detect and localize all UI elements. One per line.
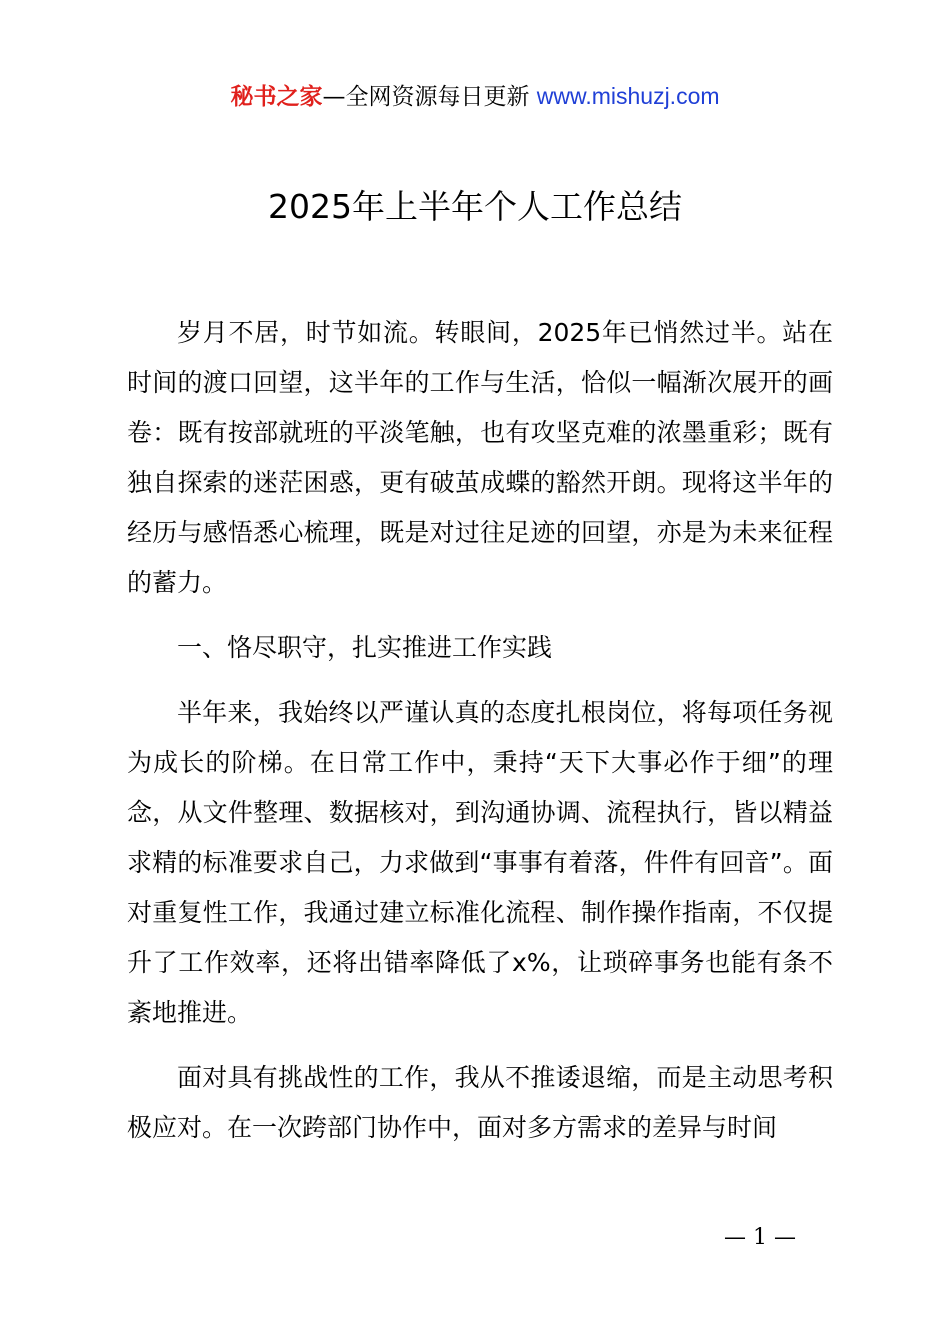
section-heading-1: 一、恪尽职守，扎实推进工作实践 bbox=[177, 633, 553, 662]
paragraph-intro: 岁月不居，时节如流。转眼间，2025年已悄然过半。站在时间的渡口回望，这半年的工作与生活，恰似一幅渐次展开的画卷：既有按部就班的平淡笔触，也有攻坚克难的浓墨重彩；既有独自探索的迷茫困惑，更有破茧成蝶的豁然开朗。现将这半年的经历与感悟悉心梳理，既是对过往足迹的回望，亦是为未来征程的蓄力。 bbox=[127, 318, 833, 597]
site-header bbox=[0, 80, 950, 113]
paragraph-work-practice: 半年来，我始终以严谨认真的态度扎根岗位，将每项任务视为成长的阶梯。在日常工作中，秉持“天下大事必作于细”的理念，从文件整理、数据核对，到沟通协调、流程执行，皆以精益求精的标准要求自己，力求做到“事事有着落，件件有回音”。面对重复性工作，我通过建立标准化流程、制作操作指南，不仅提升了工作效率，还将出错率降低了x%，让琐碎事务也能有条不紊地推进。 bbox=[127, 698, 833, 1027]
document-body bbox=[127, 308, 833, 1153]
site-tagline: —全网资源每日更新 bbox=[322, 84, 537, 110]
paragraph-challenges: 面对具有挑战性的工作，我从不推诿退缩，而是主动思考积极应对。在一次跨部门协作中，面对多方需求的差异与时间 bbox=[127, 1063, 833, 1142]
site-brand: 秘书之家 bbox=[230, 84, 323, 110]
page-number: — 1 — bbox=[724, 1225, 796, 1250]
document-title: 2025年上半年个人工作总结 bbox=[268, 187, 682, 226]
site-url-link[interactable]: www.mishuzj.com bbox=[536, 83, 720, 109]
